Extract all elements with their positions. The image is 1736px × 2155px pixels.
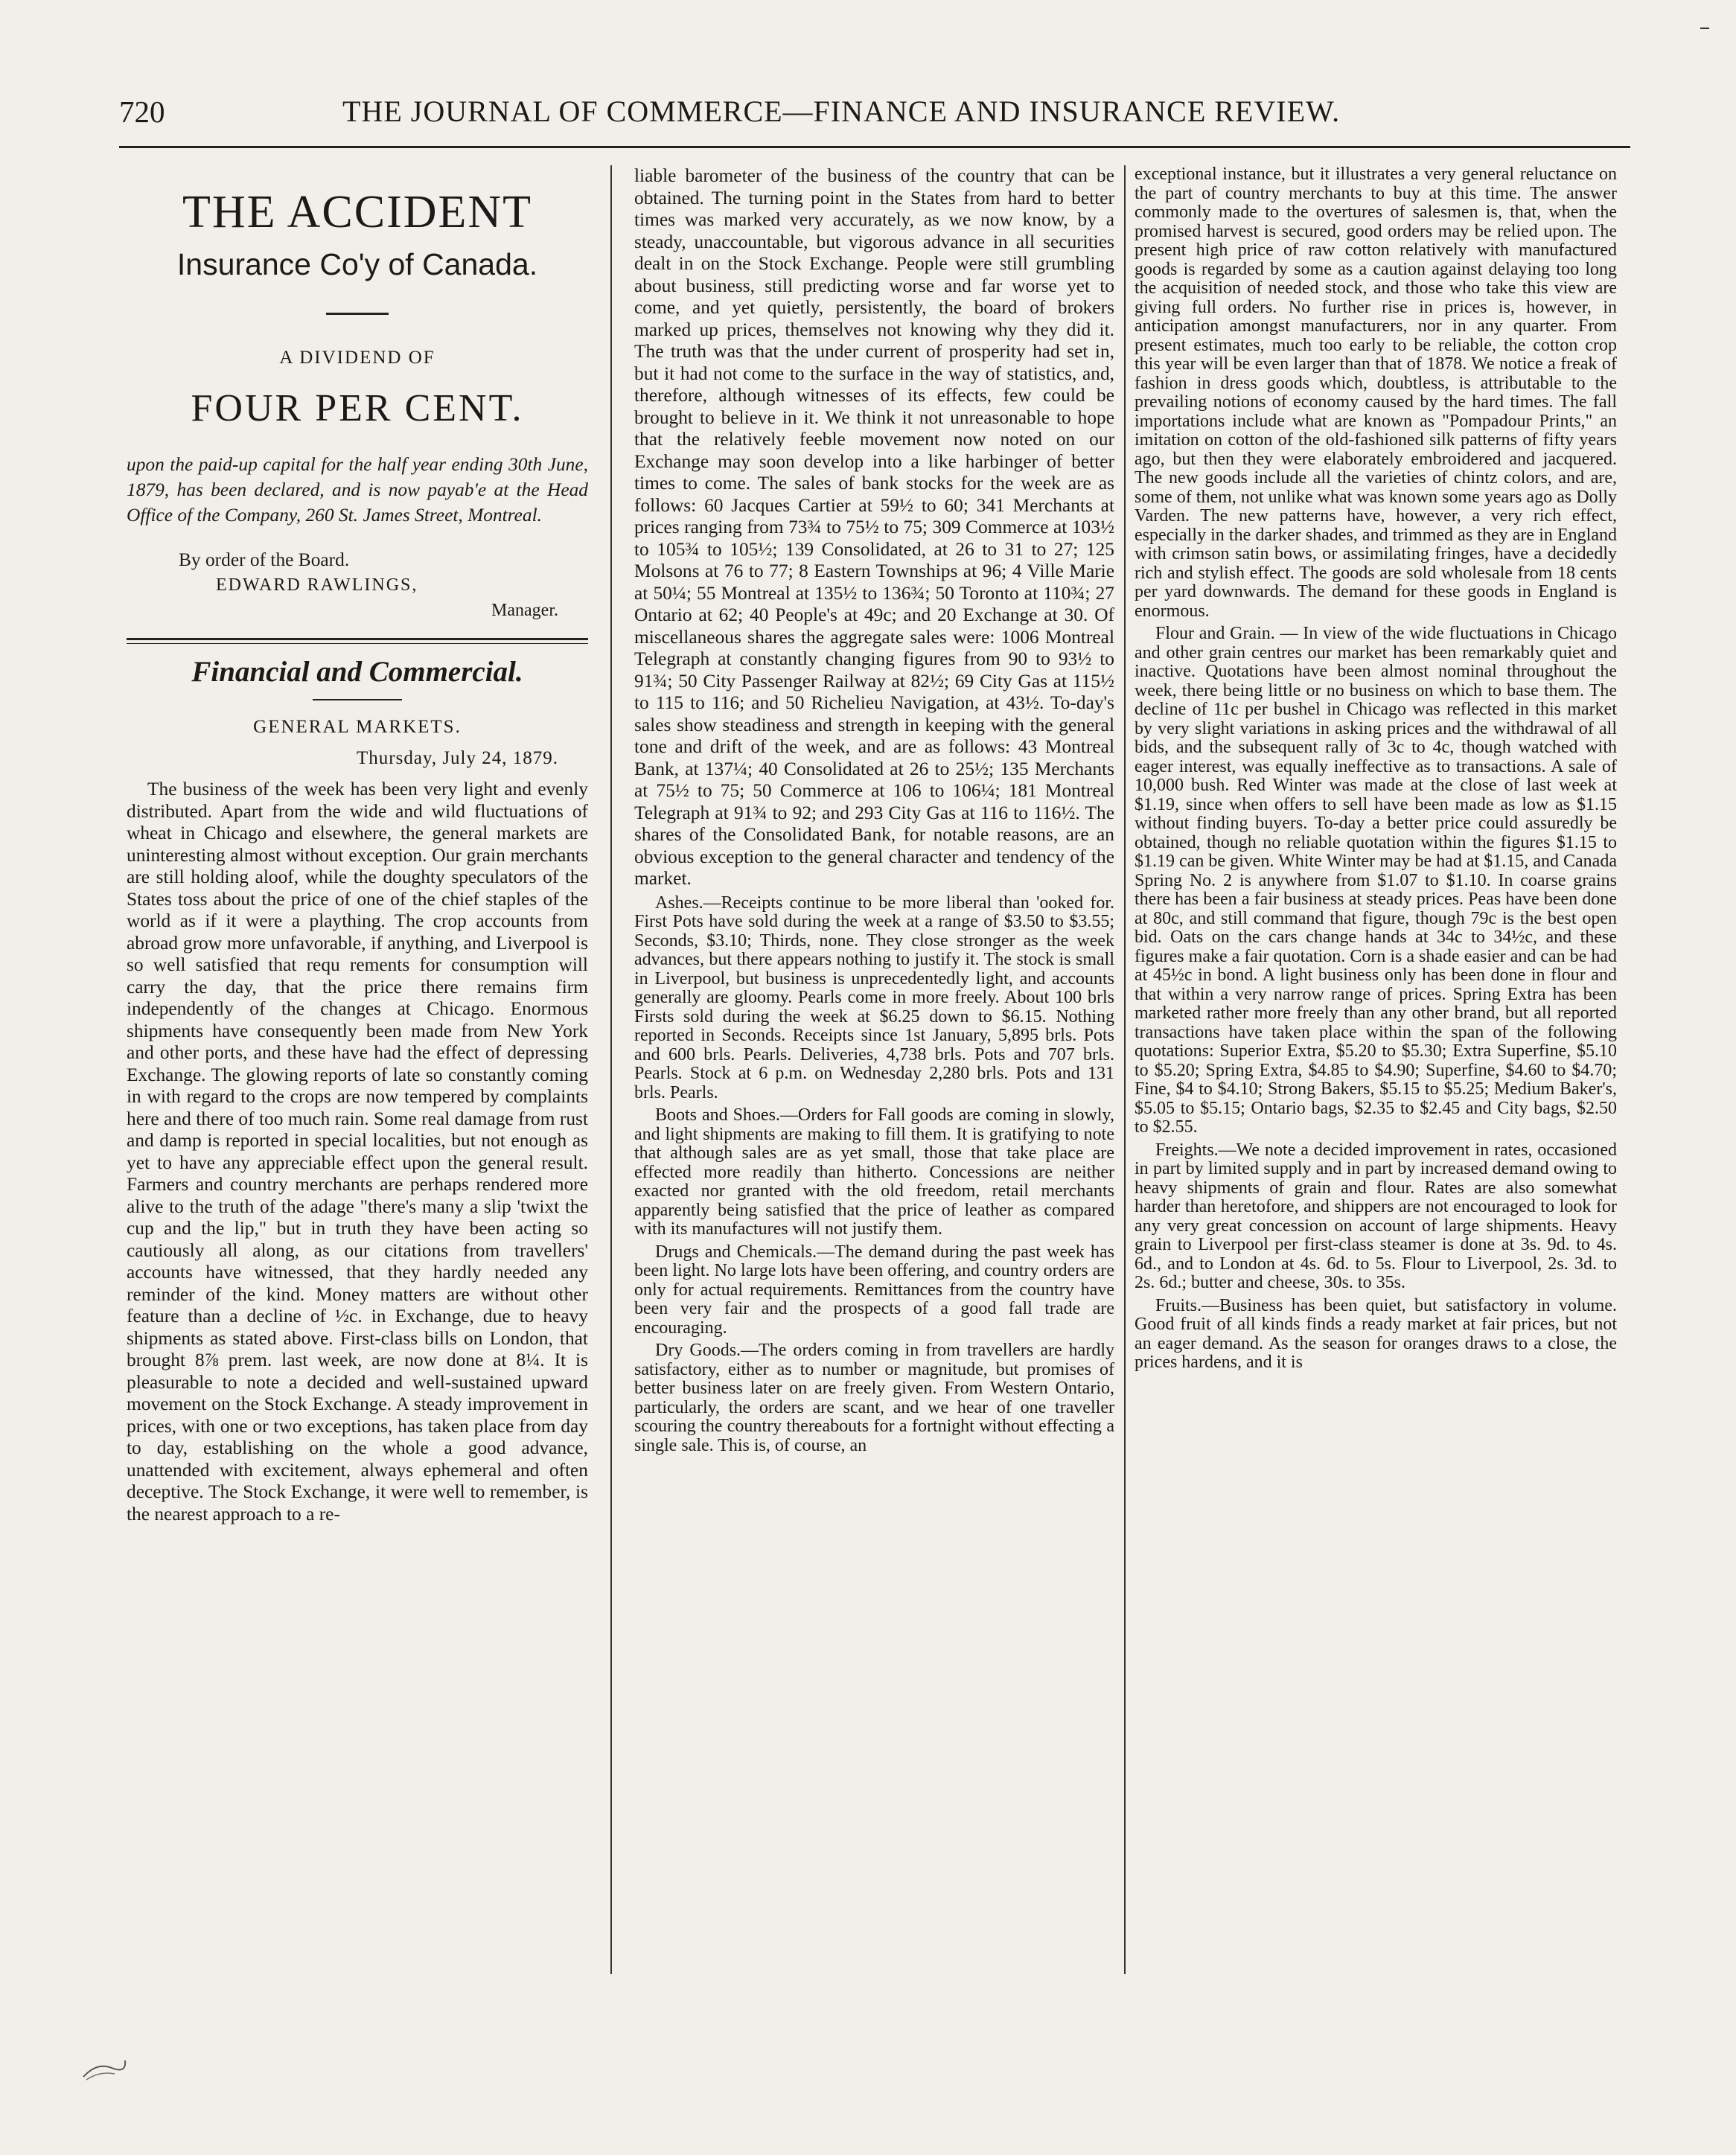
article-paragraph: The business of the week has been very light and evenly distributed. Apart from the wide and wild fluctuations of wheat in Chicago and elsewhere, the general markets are uninteresting almost without exception. Our grain merchants are still holding aloof, while the doughty speculators of the States toss about the price of one of the chief staples of the world as if it were a plaything. The crop accounts from abroad grow more unfavorable, if anything, and Liverpool is so well satisfied that requ rements for consumption will carry the day, that the price there remains firm independently of the changes at Chicago. Enormous shipments have consequently been made from New York and other ports, and these have had the effect of depressing Exchange. The glowing reports of late so constantly coming in with regard to the crops are now tempered by complaints here and there of too much rain. Some real damage from rust and damp is reported in special localities, but not enough as yet to have any appreciable effect upon the general result. Farmers and country merchants are perhaps rendered more alive to the truth of the adage "there's many a slip 'twixt the cup and the lip," but in truth they have been acting so cautiously all along, as our citations from travellers' accounts have witnessed, that they hardly needed any reminder of the kind. Money matters are without other feature than a decline of ½c. in Exchange, due to heavy shipments as stated above. First-class bills on London, that brought 8⅞ prem. last week, are now done at 8¼. It is pleasurable to note a decided and well-sustained upward movement on the Stock Exchange. A steady improvement in prices, with one or two exceptions, has taken place from day to day, establishing on the whole a good advance, unattended with excitement, always ephemeral and often deceptive. The Stock Exchange, it were well to remember, is the nearest approach to a re- xyxy=(127,779,588,1525)
scan-corner-mark xyxy=(1699,22,1711,34)
scan-smudge-mark xyxy=(82,2055,127,2084)
boots-shoes-paragraph: Boots and Shoes.—Orders for Fall goods are coming in slowly, and light shipments are making to fill them. It is gratifying to note that although sales are as yet small, those that take place are effected more readily than hitherto. Concessions are neither exacted nor granted with the old freedom, retail merchants apparently being satisfied that the price of leather as compared with its manufactures will not justify them. xyxy=(634,1105,1114,1239)
column-2 xyxy=(634,165,1114,1974)
dry-goods-continued-paragraph: exceptional instance, but it illustrates a very general reluctance on the part of country merchants to buy at this time. The answer commonly made to the overtures of salesmen is, that, when the promised harvest is secured, good orders may be relied upon. The present high price of raw cotton relatively with manufactured goods is regarded by some as a caution against delaying too long the acquisition of needed stock, and those who take this view are giving full orders. No further rise in prices is, however, in anticipation amongst manufacturers, nor in any quarter. From present estimates, much too early to be reliable, the cotton crop this year will be even larger than that of 1878. We notice a freak of fashion in dress goods which, doubtless, is attributable to the prevailing notions of economy caused by the hard times. The fall importations include what are known as "Pompadour Prints," an imitation on cotton of the old-fashioned silk patterns of fifty years ago, but then they were elaborately embroidered and jacquered. The new goods include all the varieties of chintz colors, and are, some of them, not unlike what was known some years ago as Dolly Varden. The new patterns have, however, a very rich effect, especially in the darker shades, and trimmed as they are in England with crimson satin bows, or assimilating fringes, have a decidedly rich and stylish effect. The goods are sold wholesale from 18 cents per yard downwards. The demand for these goods in England is enormous. xyxy=(1135,165,1617,621)
advert-amount: FOUR PER CENT. xyxy=(191,386,524,430)
advert-divider xyxy=(326,313,389,315)
drugs-chemicals-paragraph: Drugs and Chemicals.—The demand during the past week has been light. No large lots have been offering, and country orders are only for actual requirements. Remittances from the country have been very fair and the prospects of a good fall trade are encouraging. xyxy=(634,1242,1114,1338)
column-divider xyxy=(610,165,612,1974)
flour-grain-paragraph: Flour and Grain. — In view of the wide fluctuations in Chicago and other grain centres our market has been remarkably quiet and inactive. Quotations have been almost nominal throughout the week, there being little or no business on which to base them. The decline of 11c per bushel in Chicago was reflected in this market by very slight variations in asking prices and the withdrawal of all bids, and the subsequent rally of 3c to 4c, though watched with eager interest, was equally ineffective as to transactions. A sale of 10,000 bush. Red Winter was made at the close of last week at $1.19, since when offers to sell have been made as low as $1.15 without finding buyers. To-day a better price could assuredly be obtained, though no reliable quotation within the figures $1.15 to $1.19 can be given. White Winter may be had at $1.15, and Canada Spring No. 2 is anywhere from $1.07 to $1.10. In coarse grains there has been a fair business at steady prices. Peas have been done at 80c, and still command that figure, though 79c is the best open bid. Oats on the cars change hands at 34c to 34½c, and these figures make a fair quotation. Corn is a shade easier and can be had at 45½c in bond. A light business only has been done in flour and that within a very narrow range of prices. Spring Extra has been marketed rather more freely than any other brand, but all reported transactions have taken place within the span of the following quotations: Superior Extra, $5.20 to $5.30; Extra Superfine, $5.10 to $5.20; Spring Extra, $4.85 to $4.90; Superfine, $4.60 to $4.70; Fine, $4 to $4.10; Strong Bakers, $5.15 to $5.25; Medium Baker's, $5.05 to $5.15; Ontario bags, $2.35 to $2.45 and City bags, $2.50 to $2.55. xyxy=(1135,624,1617,1137)
general-markets-heading: GENERAL MARKETS. xyxy=(253,716,462,737)
section-heading-rule xyxy=(313,699,402,700)
freights-paragraph: Freights.—We note a decided improvement in rates, occasioned in part by limited supply and in part by increased demand owing to heavy shipments of grain and flour. Rates are also somewhat harder than heretofore, and shippers are not encouraged to look for any very great concession on account of large shipments. Heavy grain to Liverpool per first-class steamer is done at 3s. 9d. to 4s. 6d., and to London at 4s. 6d. to 5s. Flour to Liverpool, 2s. 3d. to 2s. 6d.; butter and cheese, 30s. to 35s. xyxy=(1135,1140,1617,1292)
advert-title: THE ACCIDENT xyxy=(182,187,533,237)
section-heading: Financial and Commercial. xyxy=(191,655,523,688)
section-rule xyxy=(127,643,588,644)
insurance-advert xyxy=(127,186,588,622)
dateline: Thursday, July 24, 1879. xyxy=(357,747,558,768)
advert-subtitle: Insurance Co'y of Canada. xyxy=(176,247,538,281)
header-rule xyxy=(119,146,1630,148)
dry-goods-paragraph: Dry Goods.—The orders coming in from travellers are hardly satisfactory, either as to number or magnitude, but promises of better business later on are freely given. From Western Ontario, particularly, the orders are scant, and we hear of one traveller scouring the country thereabouts for a fortnight without effecting a single sale. This is, of course, an xyxy=(634,1341,1114,1455)
page-number: 720 xyxy=(119,95,165,129)
column-1 xyxy=(127,165,588,1974)
running-title: THE JOURNAL OF COMMERCE—FINANCE AND INSURANCE REVIEW. xyxy=(342,95,1341,128)
advert-dividend-line: A DIVIDEND OF xyxy=(279,348,435,368)
fruits-paragraph: Fruits.—Business has been quiet, but satisfactory in volume. Good fruit of all kinds finds a ready market at fair prices, but not an eager demand. As the season for oranges draws to a close, the prices hardens, and it is xyxy=(1135,1295,1617,1372)
ashes-paragraph: Ashes.—Receipts continue to be more liberal than 'ooked for. First Pots have sold during the week at a range of $3.50 to $3.55; Seconds, $3.10; Thirds, none. They close stronger as the week advances, but there appears nothing to justify it. The stock is small in Liverpool, but business is unprecedentedly light, and accounts generally are gloomy. Pearls come in more freely. About 100 brls Firsts sold during the week at $6.25 down to $6.15. Nothing reported in Seconds. Receipts since 1st January, 5,895 brls. Pots and 600 brls. Pearls. Deliveries, 4,738 brls. Pots and 707 brls. Pearls. Stock at 6 p.m. on Wednesday 2,280 brls. Pots and 131 brls. Pearls. xyxy=(634,893,1114,1102)
article-paragraph: liable barometer of the business of the country that can be obtained. The turning point in the States from hard to better times was marked very accurately, as we now know, by a steady, unaccountable, but vigorous advance in all securities dealt in on the Stock Exchange. People were still grumbling about business, still predicting worse and far worse yet to come, and yet quietly, persistently, the board of brokers marked up prices, themselves not knowing why they did it. The truth was that the under current of prosperity had set in, but it had not come to the surface in the way of statistics, and, therefore, although witnesses of its effects, few could be brought to believe in it. We think it not unreasonable to hope that the relatively feeble movement now noted on our Exchange may soon develop into a like harbinger of better times to come. The sales of bank stocks for the week are as follows: 60 Jacques Cartier at 59½ to 60; 341 Merchants at prices ranging from 73¾ to 75½ to 75; 309 Commerce at 103½ to 105¾ to 105½; 139 Consolidated, at 26 to 31 to 27; 125 Molsons at 76 to 77; 8 Eastern Townships at 96; 4 Ville Marie at 50¼; 55 Montreal at 135½ to 136¾; 50 Toronto at 110¾; 27 Ontario at 62; 40 People's at 49c; and 20 Exchange at 30. Of miscellaneous shares the aggregate sales were: 1006 Montreal Telegraph at constantly changing figures from 90 to 93½ to 91¾; 50 City Passenger Railway at 82½; 69 City Gas at 115½ to 115 to 116; and 50 Richelieu Navigation, at 43½. To-day's sales show steadiness and strength in keeping with the general tone and drift of the week, and are as follows: 43 Montreal Bank, at 137¼; 40 Consolidated at 26 to 25½; 135 Merchants at 75½ to 75; 50 Commerce at 106 to 106¼; 181 Montreal Telegraph at 91¾ to 92; and 293 City Gas at 116 to 116½. The shares of the Consolidated Bank, for notable reasons, are an obvious exception to the general character and tendency of the market. xyxy=(634,165,1114,889)
advert-signatory-title: Manager. xyxy=(491,600,558,620)
advert-signatory: EDWARD RAWLINGS, xyxy=(216,575,418,595)
page-header xyxy=(119,88,1630,133)
section-rule xyxy=(127,638,588,640)
advert-body: upon the paid-up capital for the half year ending 30th June, 1879, has been declared, and is now payab'e at the Head Office of the Company, 260 St. James Street, Montreal. xyxy=(127,453,588,526)
column-divider xyxy=(1124,165,1126,1974)
column-3 xyxy=(1135,165,1617,1974)
advert-order-line: By order of the Board. xyxy=(179,549,350,570)
